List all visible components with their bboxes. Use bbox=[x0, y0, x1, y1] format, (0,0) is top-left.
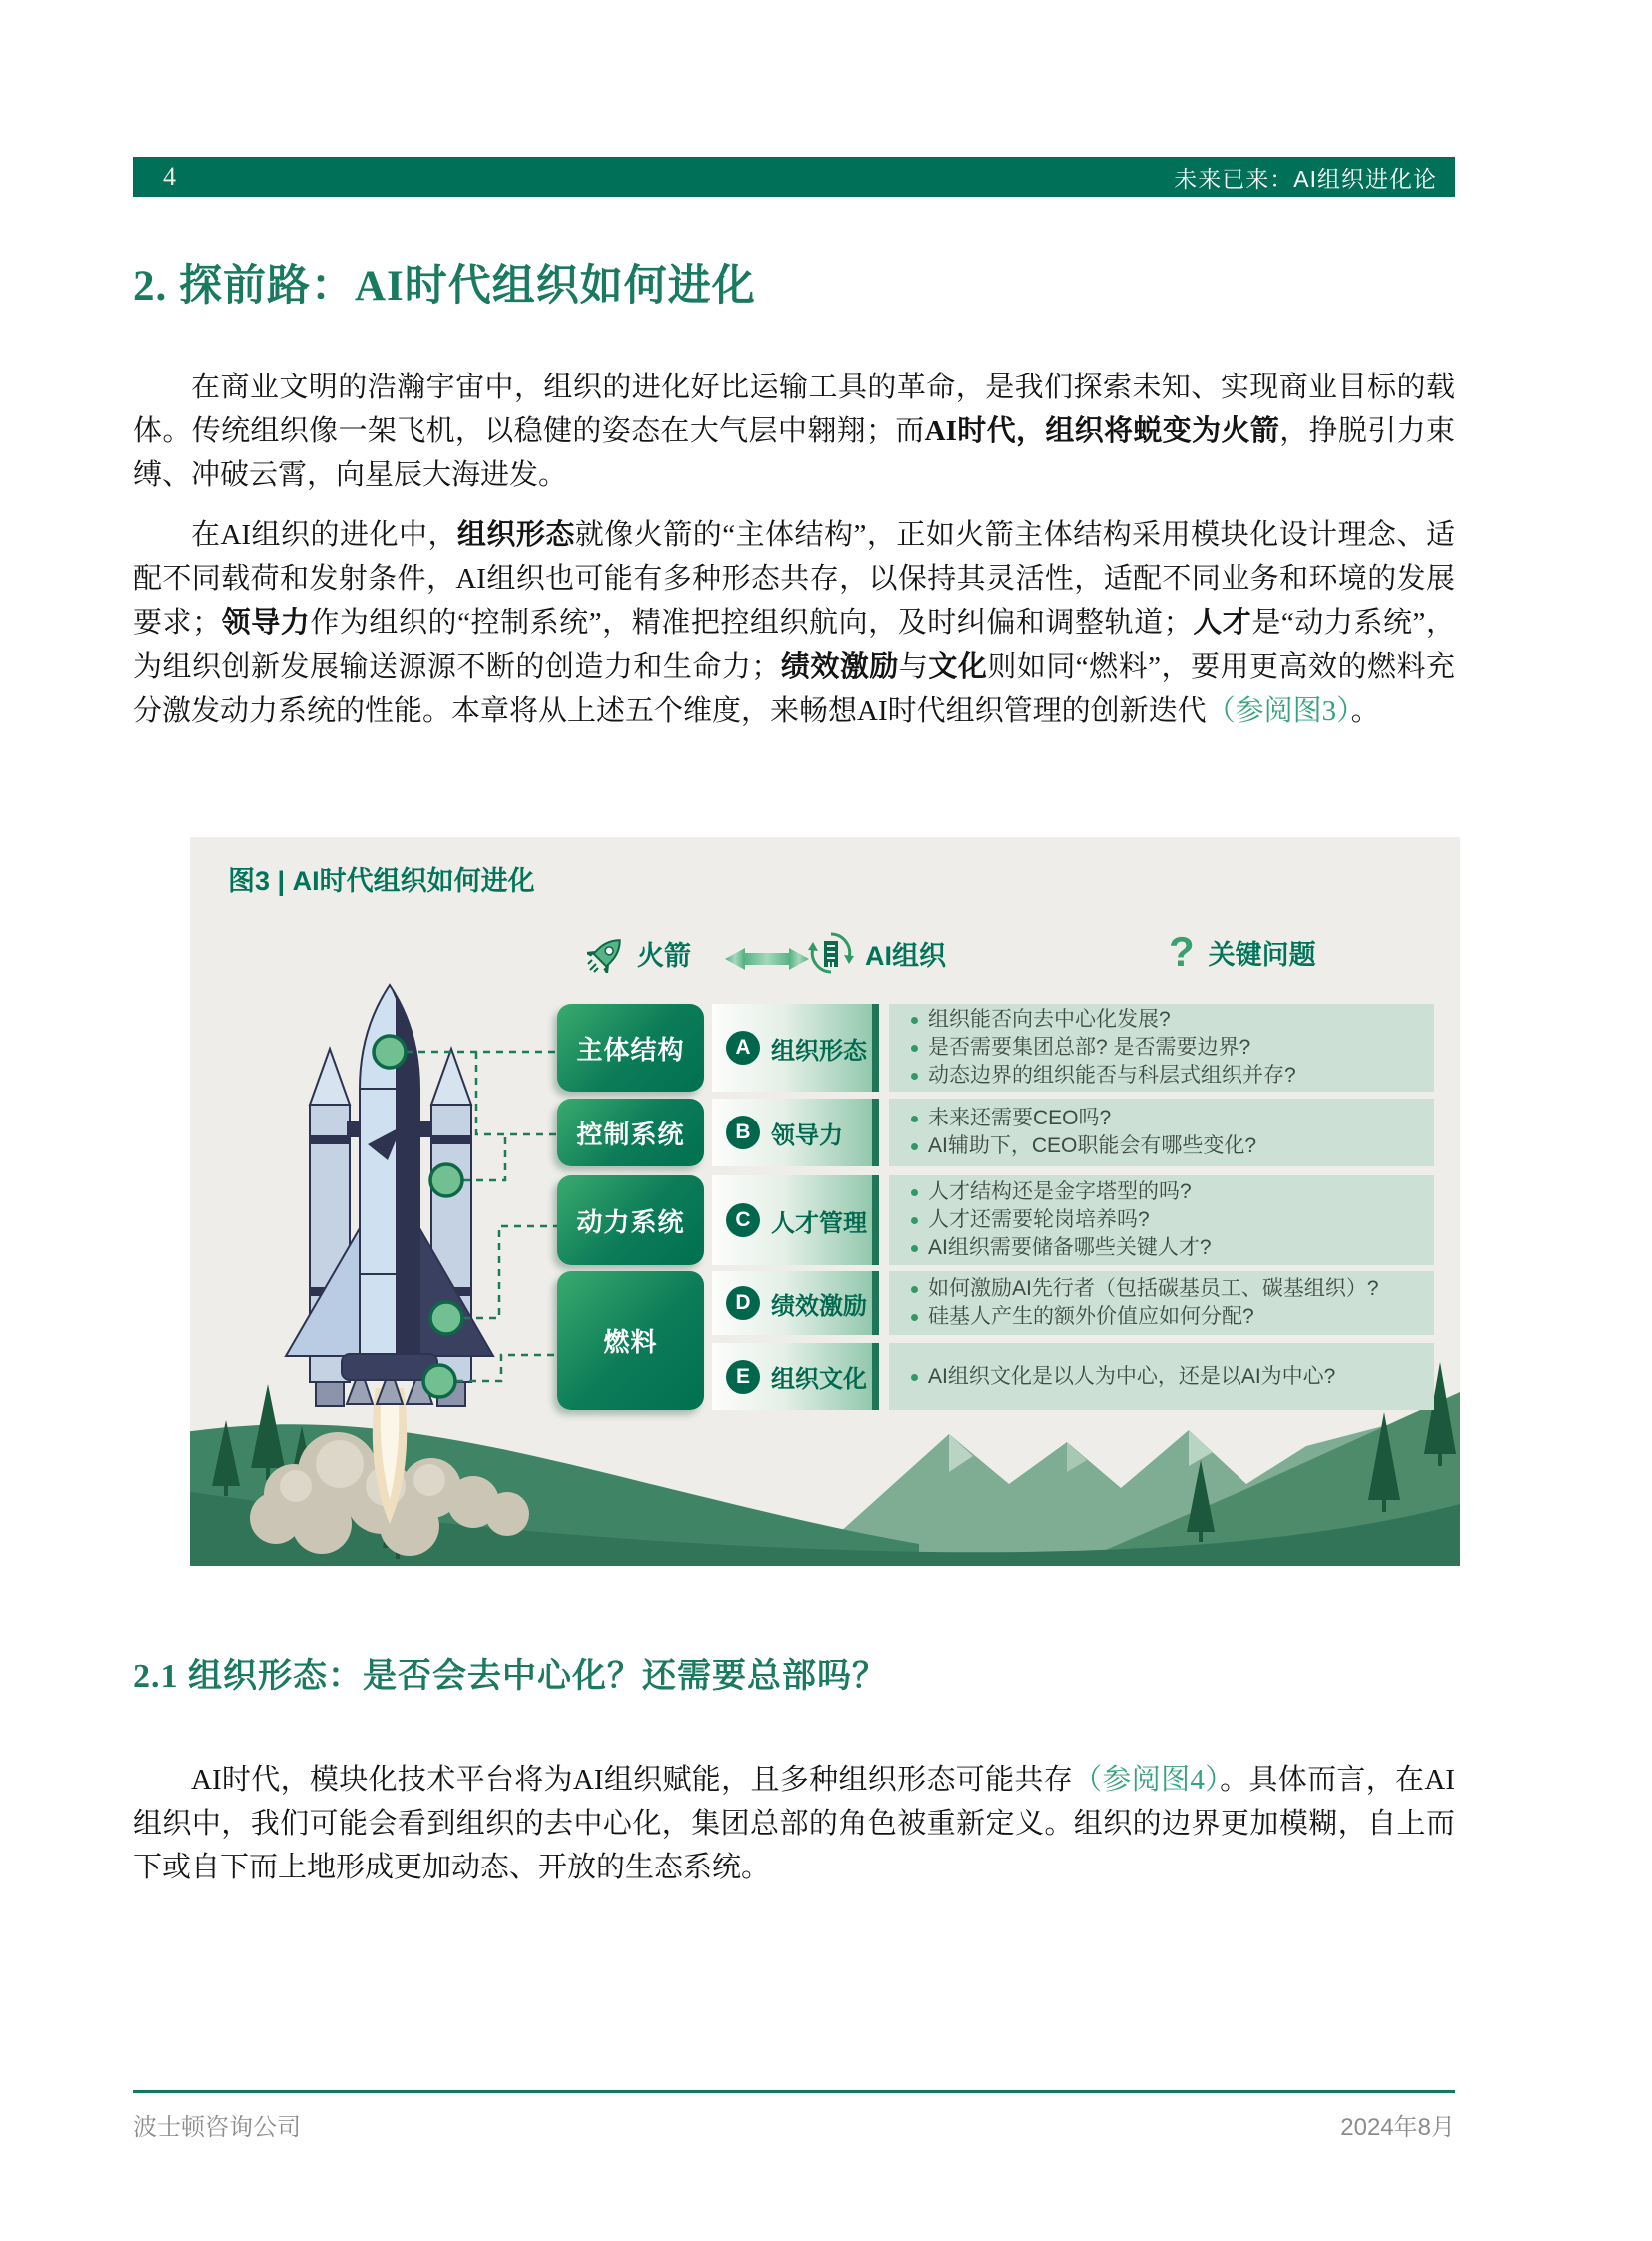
rocket-part-box-power-system: 动力系统 bbox=[557, 1175, 704, 1265]
dimension-label-c: 人才管理 bbox=[771, 1209, 867, 1237]
question-list bbox=[911, 1363, 1335, 1391]
badge-e: E bbox=[726, 1360, 760, 1394]
legend-key-questions bbox=[1169, 928, 1316, 975]
dimension-cell-e bbox=[712, 1343, 879, 1410]
badge-b: B bbox=[726, 1116, 760, 1149]
question-item: 未来还需要CEO吗? bbox=[911, 1105, 1256, 1132]
double-arrow-icon bbox=[725, 945, 809, 978]
legend-ai-org-label: AI组织 bbox=[865, 940, 946, 971]
questions-cell-d bbox=[889, 1271, 1434, 1335]
questions-cell-c bbox=[889, 1175, 1434, 1265]
question-list bbox=[911, 1178, 1212, 1262]
rocket-part-box-fuel: 燃料 bbox=[557, 1271, 704, 1410]
footer-company: 波士顿咨询公司 bbox=[133, 2114, 301, 2141]
question-item: AI组织文化是以人为中心，还是以AI为中心? bbox=[911, 1363, 1335, 1391]
dimension-cell-b bbox=[712, 1099, 879, 1166]
dimension-label-b: 领导力 bbox=[771, 1121, 843, 1149]
figure-title: 图3 | AI时代组织如何进化 bbox=[228, 866, 535, 896]
question-list bbox=[911, 1105, 1256, 1160]
legend-key-questions-label: 关键问题 bbox=[1208, 939, 1316, 970]
page-number: 4 bbox=[163, 162, 176, 191]
paragraph-3: AI时代，模块化技术平台将为AI组织赋能，且多种组织形态可能共存（参阅图4）。具体而言，在AI组织中，我们可能会看到组织的去中心化，集团总部的角色被重新定义。组织的边界更加模糊，自上而下或自下而上地形成更加动态、开放的生态系统。 bbox=[133, 1764, 1455, 1883]
question-item: 人才结构还是金字塔型的吗? bbox=[911, 1178, 1212, 1206]
badge-c: C bbox=[726, 1203, 760, 1237]
legend-rocket-label: 火箭 bbox=[637, 940, 691, 971]
rocket-icon bbox=[587, 933, 627, 973]
section-2-heading: 2. 探前路：AI时代组织如何进化 bbox=[133, 263, 756, 310]
question-item: 人才还需要轮岗培养吗? bbox=[911, 1206, 1212, 1234]
question-item: 动态边界的组织能否与科层式组织并存? bbox=[911, 1062, 1296, 1090]
question-mark-icon: ? bbox=[1169, 928, 1195, 975]
organization-icon bbox=[807, 929, 855, 977]
document-title: 未来已来：AI组织进化论 bbox=[1174, 165, 1437, 192]
questions-cell-b bbox=[889, 1099, 1434, 1166]
question-list bbox=[911, 1006, 1296, 1090]
page-header-bar bbox=[133, 157, 1455, 197]
footer-date: 2024年8月 bbox=[1340, 2114, 1455, 2141]
questions-cell-e bbox=[889, 1343, 1434, 1410]
paragraph-2: 在AI组织的进化中，组织形态就像火箭的“主体结构”，正如火箭主体结构采用模块化设计理念、适配不同载荷和发射条件，AI组织也可能有多种形态共存，以保持其灵活性，适配不同业务和环境的发展要求；领导力作为组织的“控制系统”，精准把控组织航向，及时纠偏和调整轨道；人才是“动力系统”，为组织创新发展输送源源不断的创造力和生命力；绩效激励与文化则如同“燃料”，要用更高效的燃料充分激发动力系统的性能。本章将从上述五个维度，来畅想AI时代组织管理的创新迭代（参阅图3）。 bbox=[133, 519, 1455, 727]
question-item: 如何激励AI先行者（包括碳基员工、碳基组织）? bbox=[911, 1275, 1379, 1303]
rocket-part-box-body-structure: 主体结构 bbox=[557, 1004, 704, 1092]
question-item: AI组织需要储备哪些关键人才? bbox=[911, 1234, 1212, 1262]
badge-d: D bbox=[726, 1286, 760, 1320]
question-item: 是否需要集团总部? 是否需要边界? bbox=[911, 1034, 1296, 1062]
figure-3 bbox=[190, 837, 1460, 1566]
section-2-1-heading: 2.1 组织形态：是否会去中心化？还需要总部吗？ bbox=[133, 1658, 887, 1695]
dimension-cell-a bbox=[712, 1004, 879, 1092]
dimension-label-d: 绩效激励 bbox=[771, 1292, 867, 1320]
dimension-cell-d bbox=[712, 1271, 879, 1335]
question-list bbox=[911, 1275, 1379, 1331]
figure-reference-link[interactable]: （参阅图4） bbox=[1073, 1764, 1221, 1796]
figure-reference-link[interactable]: （参阅图3） bbox=[1206, 695, 1351, 727]
dimension-cell-c bbox=[712, 1175, 879, 1265]
dimension-label-e: 组织文化 bbox=[771, 1366, 867, 1393]
badge-a: A bbox=[726, 1031, 760, 1065]
rocket-part-box-control-system: 控制系统 bbox=[557, 1099, 704, 1166]
questions-cell-a bbox=[889, 1004, 1434, 1092]
legend-rocket bbox=[587, 933, 691, 973]
dimension-label-a: 组织形态 bbox=[771, 1037, 867, 1065]
paragraph-1: 在商业文明的浩瀚宇宙中，组织的进化好比运输工具的革命，是我们探索未知、实现商业目标的载体。传统组织像一架飞机，以稳健的姿态在大气层中翱翔；而AI时代，组织将蜕变为火箭，挣脱引力束缚、冲破云霄，向星辰大海进发。 bbox=[133, 372, 1455, 491]
question-item: 硅基人产生的额外价值应如何分配? bbox=[911, 1303, 1379, 1331]
question-item: AI辅助下，CEO职能会有哪些变化? bbox=[911, 1132, 1256, 1160]
question-item: 组织能否向去中心化发展? bbox=[911, 1006, 1296, 1034]
page-footer bbox=[133, 2090, 1455, 2142]
legend-ai-org bbox=[807, 929, 946, 977]
